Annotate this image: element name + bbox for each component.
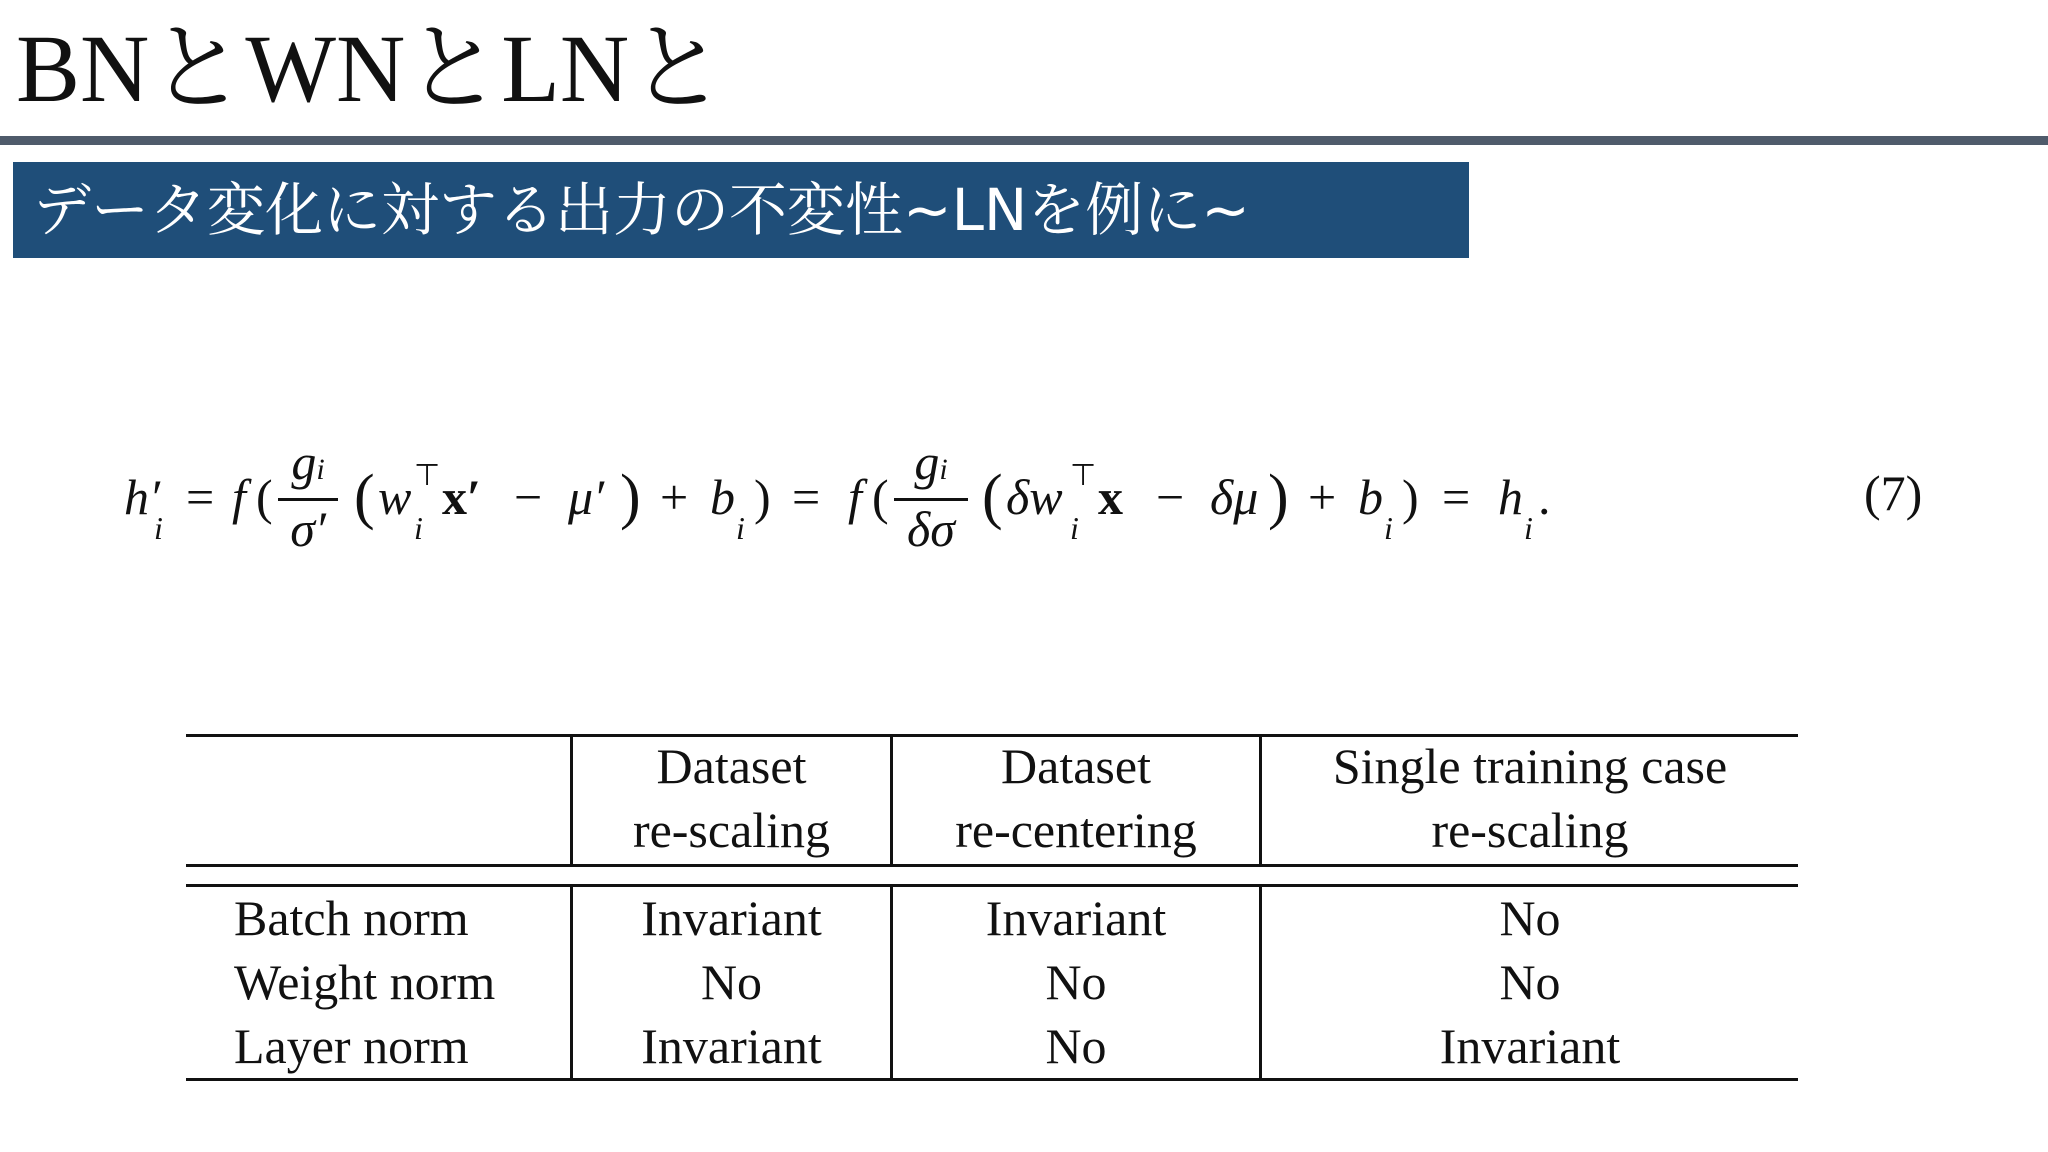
subtitle-text: データ変化に対する出力の不変性~LNを例に~ (33, 176, 1250, 244)
header-line1: Dataset (1001, 738, 1151, 794)
eq-x-prime: x′ (442, 469, 482, 525)
table-cell: No (1499, 954, 1561, 1010)
eq-plus: + (1308, 469, 1337, 525)
eq-delta-mu: δμ (1210, 469, 1259, 525)
eq-minus: − (1156, 469, 1185, 525)
eq-mu-prime: μ′ (568, 469, 605, 525)
header-line1: Single training case (1332, 738, 1728, 794)
eq-fraction-g-sigma-prime: gi σ′ (276, 434, 340, 557)
equation-number: (7) (1864, 465, 1923, 521)
header-line1: Dataset (656, 738, 807, 794)
table-cell: Invariant (1439, 1018, 1621, 1074)
eq-paren: ( (354, 463, 375, 531)
eq-f: f (232, 469, 246, 525)
table-cell: Invariant (641, 890, 822, 946)
equation-7 (120, 428, 1923, 568)
eq-x: x (1098, 469, 1123, 525)
eq-paren: ( (256, 469, 273, 525)
eq-equals: = (186, 469, 215, 525)
table-cell: No (700, 954, 763, 1010)
row-label: Weight norm (234, 954, 496, 1010)
eq-transpose: ⊤ (1070, 459, 1097, 492)
table-cell: No (1045, 1018, 1107, 1074)
header-cell (573, 734, 890, 862)
eq-sub-i: i (1384, 510, 1393, 546)
eq-paren: ) (754, 469, 771, 525)
table-header-rule (186, 864, 1798, 867)
table-cell: Invariant (985, 890, 1167, 946)
table-cell: No (1499, 890, 1561, 946)
eq-b: b (710, 469, 735, 525)
eq-sub-i: i (1524, 510, 1533, 546)
eq-equals: = (1442, 469, 1471, 525)
header-line2: re-scaling (1431, 802, 1629, 858)
eq-h: h (1498, 469, 1523, 525)
slide-title: BNとWNとLNと (16, 15, 726, 122)
eq-paren: ) (1268, 463, 1289, 531)
row-label: Batch norm (234, 890, 469, 946)
eq-paren: ( (872, 469, 889, 525)
eq-w: w (378, 469, 412, 525)
eq-b: b (1358, 469, 1383, 525)
header-cell (893, 734, 1259, 862)
normalization-invariance-table (186, 734, 1798, 1084)
eq-sub-i: i (154, 510, 163, 546)
eq-f: f (848, 469, 862, 525)
subtitle-banner (13, 162, 1469, 258)
eq-paren: ) (1402, 469, 1419, 525)
eq-paren: ) (620, 463, 641, 531)
header-cell (1262, 734, 1798, 862)
eq-period: . (1538, 469, 1551, 525)
eq-equals: = (792, 469, 821, 525)
eq-fraction-g-delta-sigma: gi δσ (892, 434, 970, 557)
row-label: Layer norm (234, 1018, 469, 1074)
title-divider (0, 136, 2048, 145)
table-cell: Invariant (641, 1018, 822, 1074)
eq-h-prime: h′ (124, 469, 160, 525)
eq-sub-i: i (736, 510, 745, 546)
table-bottom-rule (186, 1078, 1798, 1081)
eq-transpose: ⊤ (414, 459, 441, 492)
header-line2: re-centering (955, 802, 1197, 858)
eq-sub-i: i (1070, 510, 1079, 546)
eq-plus: + (660, 469, 689, 525)
header-line2: re-scaling (632, 802, 831, 858)
eq-minus: − (514, 469, 543, 525)
eq-paren: ( (982, 463, 1003, 531)
eq-delta-w: δw (1006, 469, 1063, 525)
table-cell: No (1045, 954, 1107, 1010)
eq-sub-i: i (414, 510, 423, 546)
